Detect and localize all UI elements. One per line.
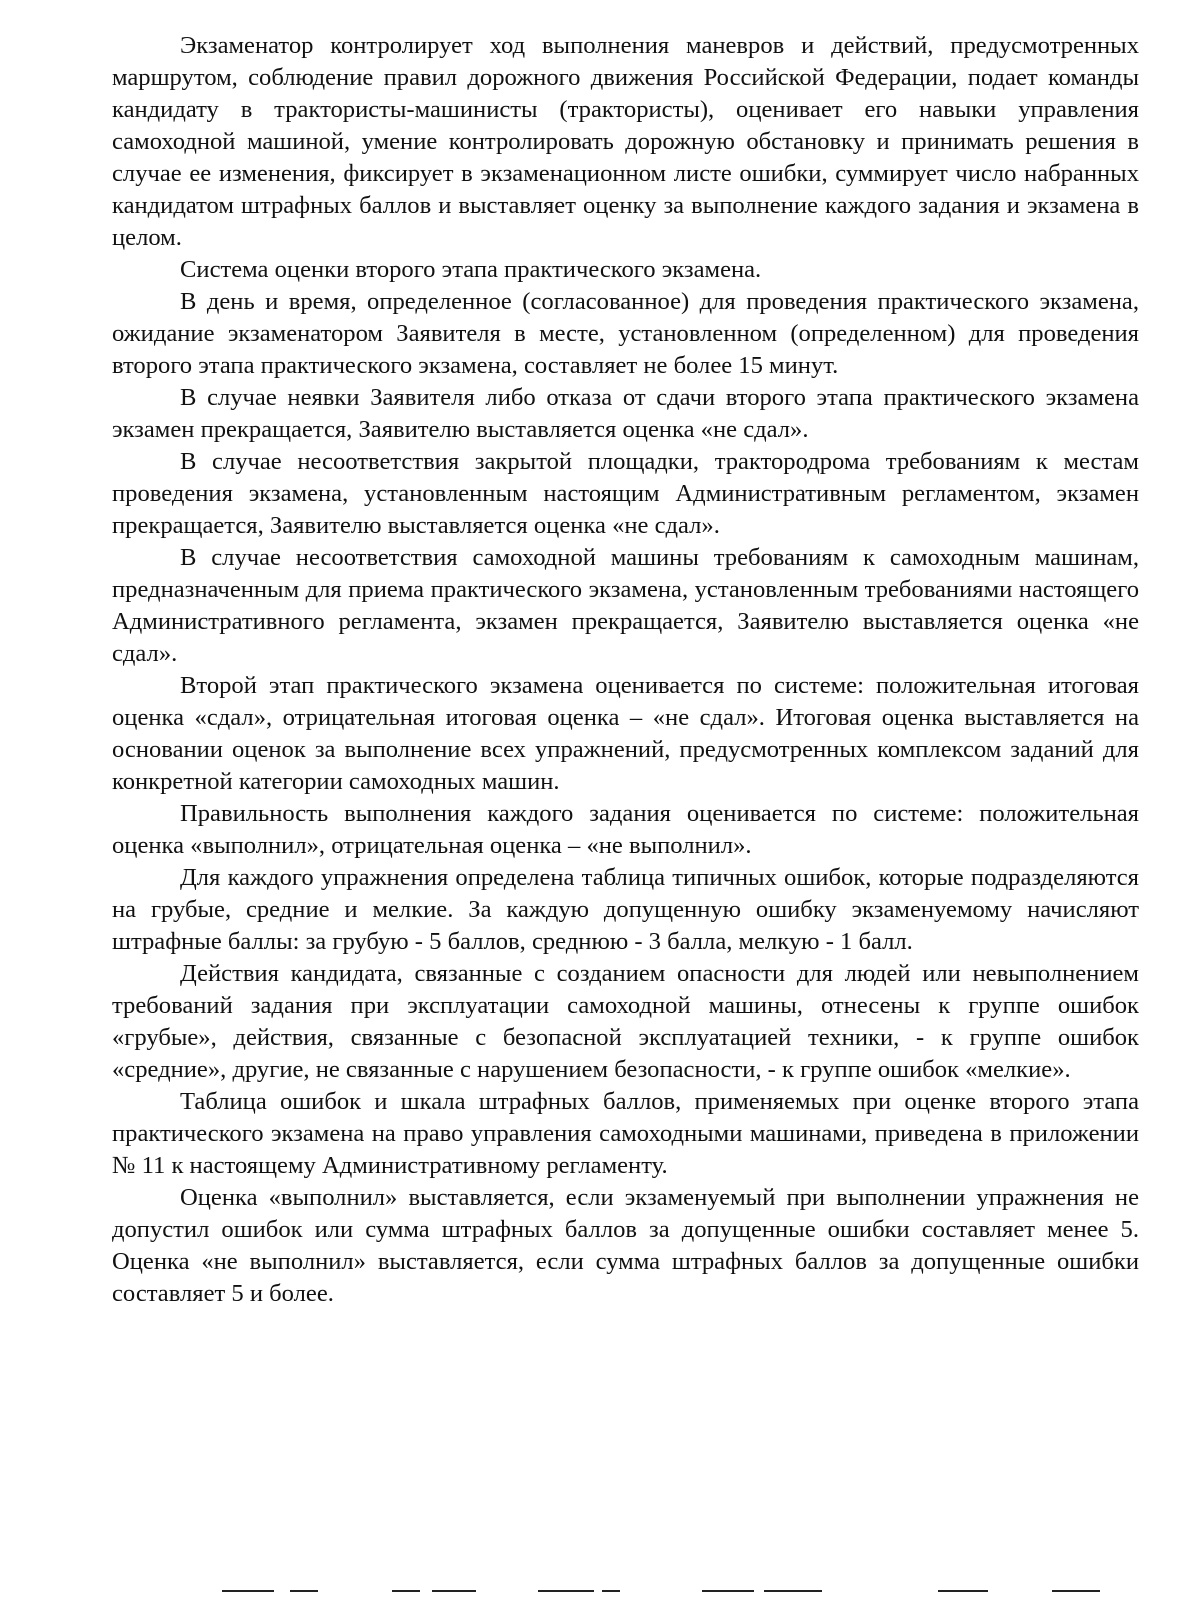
- paragraph-pass-criteria: Оценка «выполнил» выставляется, если экзаменуемый при выполнении упражнения не допустил ошибок или сумма штрафных баллов за допущенные ошибки составляет менее 5. Оценка «не выполнил» выставляется, если сумма штрафных баллов за допущенные ошибки составляет 5 и более.: [112, 1184, 1139, 1307]
- scan-mark: [538, 1590, 594, 1592]
- paragraph-appendix-reference: Таблица ошибок и шкала штрафных баллов, применяемых при оценке второго этапа практического экзамена на право управления самоходными машинами, приведена в приложении № 11 к настоящему Административному регламенту.: [112, 1088, 1139, 1179]
- scan-mark: [764, 1590, 822, 1592]
- paragraph-final-grade: Второй этап практического экзамена оценивается по системе: положительная итоговая оценка «сдал», отрицательная итоговая оценка – «не сдал». Итоговая оценка выставляется на основании оценок за выполнение всех упражнений, предусмотренных комплексом заданий для конкретной категории самоходных машин.: [112, 672, 1139, 795]
- scan-mark: [392, 1590, 420, 1592]
- paragraph-no-show: В случае неявки Заявителя либо отказа от сдачи второго этапа практического экзамена экзамен прекращается, Заявителю выставляется оценка «не сдал».: [112, 384, 1139, 443]
- scan-mark: [702, 1590, 754, 1592]
- paragraph-machine-nonconformity: В случае несоответствия самоходной машины требованиям к самоходным машинам, предназначенным для приема практического экзамена, установленным требованиями настоящего Административного регламента, экзамен прекращается, Заявителю выставляется оценка «не сдал».: [112, 544, 1139, 667]
- document-page: [112, 30, 1139, 1310]
- paragraph-error-groups: Действия кандидата, связанные с созданием опасности для людей или невыполнением требований задания при эксплуатации самоходной машины, отнесены к группе ошибок «грубые», действия, связанные с безопасной эксплуатацией техники, - к группе ошибок «средние», другие, не связанные с нарушением безопасности, - к группе ошибок «мелкие».: [112, 960, 1139, 1083]
- scan-mark: [1052, 1590, 1100, 1592]
- footer-scan-marks: [0, 1590, 1200, 1596]
- paragraph-task-grade: Правильность выполнения каждого задания оценивается по системе: положительная оценка «выполнил», отрицательная оценка – «не выполнил».: [112, 800, 1139, 859]
- scan-mark: [432, 1590, 476, 1592]
- scan-mark: [938, 1590, 988, 1592]
- paragraph-waiting-time: В день и время, определенное (согласованное) для проведения практического экзамена, ожидание экзаменатором Заявителя в месте, установленном (определенном) для проведения второго этапа практического экзамена, составляет не более 15 минут.: [112, 288, 1139, 379]
- paragraph-site-nonconformity: В случае несоответствия закрытой площадки, трактородрома требованиям к местам проведения экзамена, установленным настоящим Административным регламентом, экзамен прекращается, Заявителю выставляется оценка «не сдал».: [112, 448, 1139, 539]
- scan-mark: [602, 1590, 620, 1592]
- scan-mark: [290, 1590, 318, 1592]
- paragraph-assessment-system-heading: Система оценки второго этапа практического экзамена.: [180, 256, 762, 283]
- scan-mark: [222, 1590, 274, 1592]
- paragraph-examiner-duties: Экзаменатор контролирует ход выполнения маневров и действий, предусмотренных маршрутом, соблюдение правил дорожного движения Российской Федерации, подает команды кандидату в трактористы-машинисты (трактористы), оценивает его навыки управления самоходной машиной, умение контролировать дорожную обстановку и принимать решения в случае ее изменения, фиксирует в экзаменационном листе ошибки, суммирует число набранных кандидатом штрафных баллов и выставляет оценку за выполнение каждого задания и экзамена в целом.: [112, 32, 1139, 251]
- paragraph-error-table: Для каждого упражнения определена таблица типичных ошибок, которые подразделяются на грубые, средние и мелкие. За каждую допущенную ошибку экзаменуемому начисляют штрафные баллы: за грубую - 5 баллов, среднюю - 3 балла, мелкую - 1 балл.: [112, 864, 1139, 955]
